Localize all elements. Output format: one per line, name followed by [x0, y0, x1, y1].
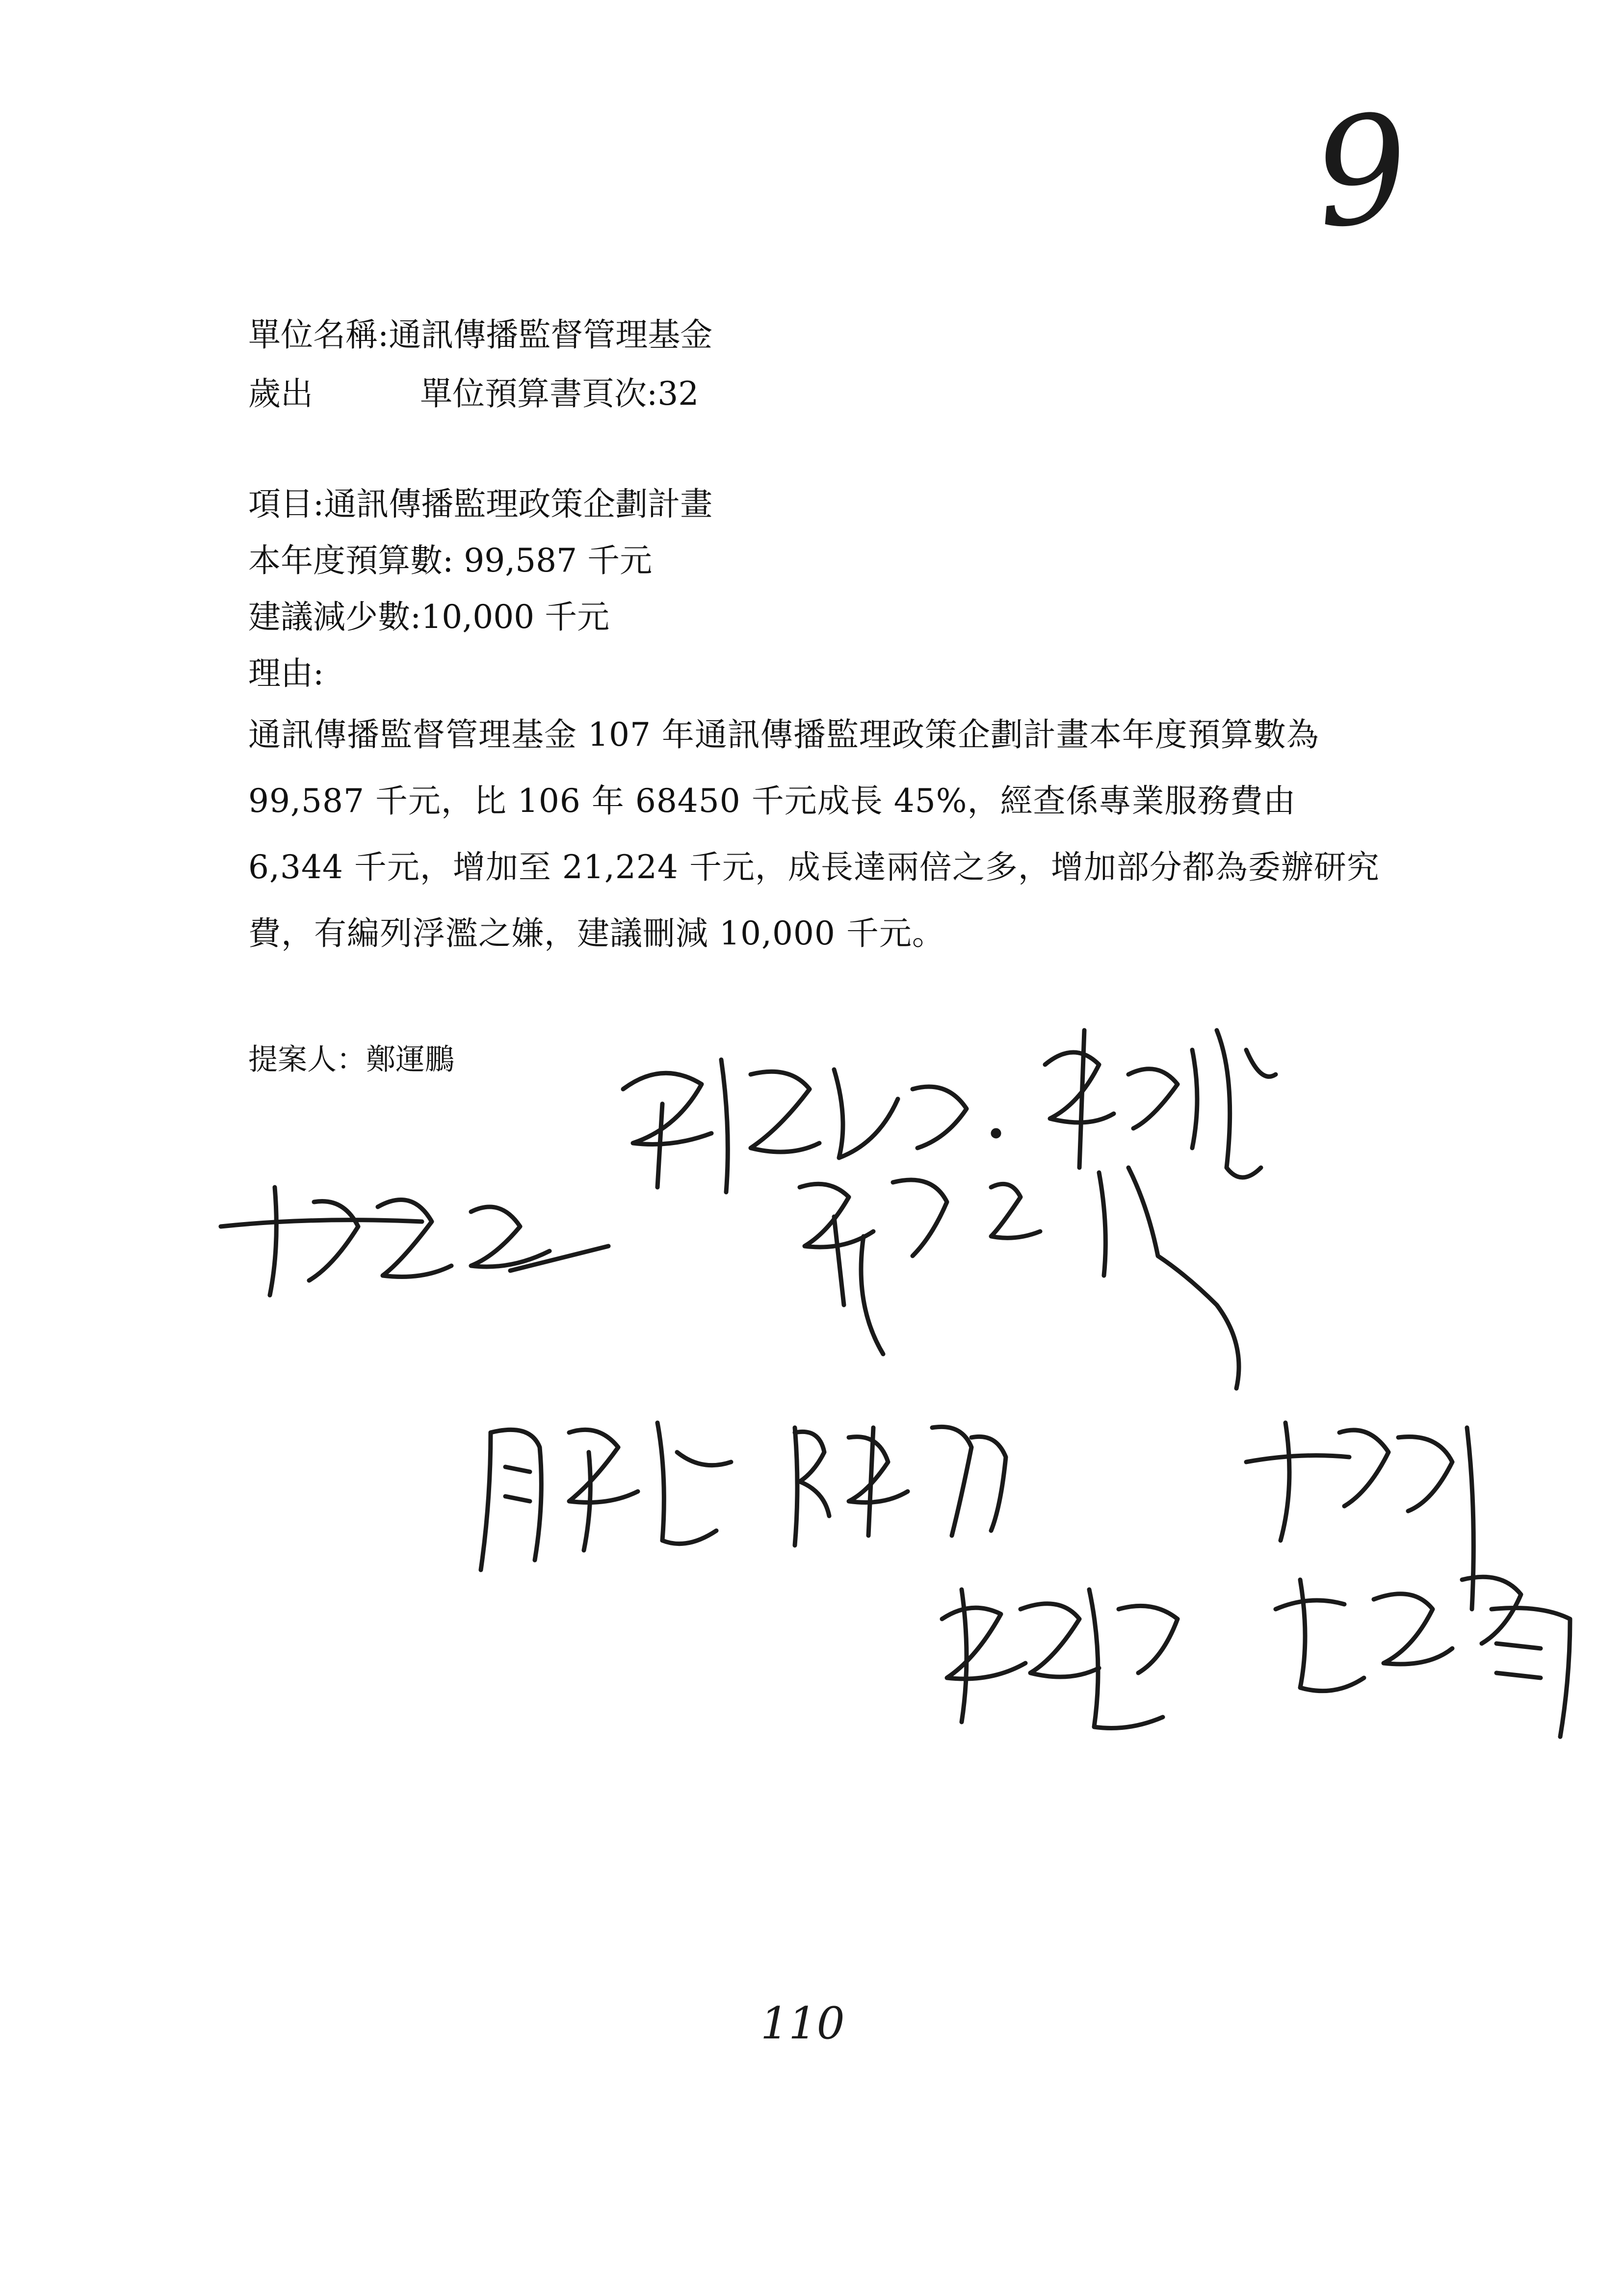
- reason-paragraph: 通訊傳播監督管理基金 107 年通訊傳播監理政策企劃計畫本年度預算數為 99,587 千元，比 106 年 68450 千元成長 45%，經查係專業服務費由 6,344 千元，增加至 21,224 千元，成長達兩倍之多，增加部分都為委辦研究費，有編列浮濫之嫌，建議刪減 10,000 千元。: [248, 716, 1380, 952]
- signature: [471, 1403, 746, 1590]
- project-line: 項目:通訊傳播監理政策企劃計畫: [248, 485, 713, 523]
- handwritten-footer-number: 110: [760, 1998, 845, 2049]
- budget-page-line: 單位預算書頁次:32: [420, 375, 699, 413]
- unit-name-line: 單位名稱:通訊傳播監督管理基金: [248, 316, 713, 354]
- budget-amount-line: 本年度預算數: 99,587 千元: [248, 542, 653, 579]
- category-label: 歲出: [248, 375, 313, 413]
- signature: [932, 1560, 1207, 1747]
- handwritten-page-mark: 9: [1306, 81, 1417, 262]
- proposer-line: 提案人：鄭運鵬: [248, 1043, 454, 1077]
- reason-label: 理由:: [248, 654, 324, 692]
- signature: [1266, 1550, 1590, 1747]
- signature: [785, 1408, 1021, 1565]
- signature: [785, 1158, 1285, 1413]
- reduction-amount-line: 建議減少數:10,000 千元: [248, 598, 610, 636]
- signature: [216, 1168, 618, 1315]
